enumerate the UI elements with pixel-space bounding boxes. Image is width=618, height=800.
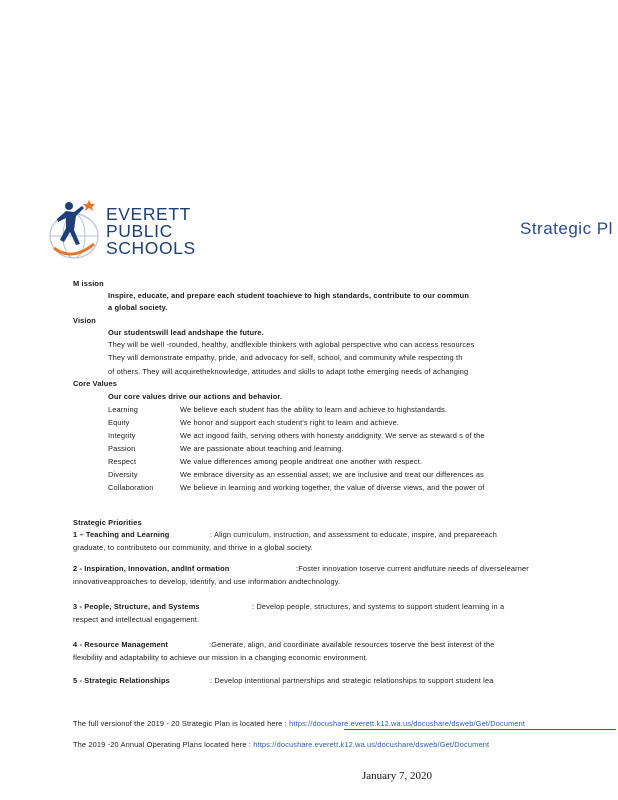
page-title: Strategic Pl [520, 219, 613, 238]
priority-line-2: flexibility and adaptability to achieve our mission in a changing economic environment. [73, 653, 368, 662]
priority-line-2: respect and intellectual engagement. [73, 615, 200, 624]
logo-line-1: EVERETT [106, 204, 191, 224]
value-name: Equity [108, 418, 130, 427]
priority-title: 4 - Resource Management [73, 640, 169, 649]
priority-line-1: : Align curriculum, instruction, and assessment to educate, inspire, and prepareeach [210, 530, 498, 539]
priority-line-2: innovativeapproaches to develop, identify, and use information andtechnology. [73, 577, 341, 586]
logo-line-2: PUBLIC [106, 221, 173, 241]
plan-link[interactable]: https://docushare.everett.k12.wa.us/docushare/dsweb/Get/Document [289, 719, 526, 728]
document-date: January 7, 2020 [362, 770, 432, 782]
core-values-heading: Core Values [73, 379, 117, 388]
priority-line-1: : Develop intentional partnerships and strategic relationships to support student lea [210, 676, 494, 685]
vision-line-3: of others. They will acquiretheknowledge, attitudes and skills to adapt tothe emerging needs of achanging [108, 367, 469, 376]
value-name: Learning [108, 405, 138, 414]
value-text: We value differences among people andtreat one another with respect. [180, 457, 423, 466]
plan-link-row [73, 719, 525, 729]
value-name: Passion [108, 444, 136, 453]
annual-link-text: The 2019 -20 Annual Operating Plans located here : [73, 740, 252, 749]
value-text: We believe in learning and working together, the value of diverse views, and the power of [180, 483, 485, 492]
plan-link-text: The full versionof the 2019 - 20 Strategic Plan is located here : [73, 719, 287, 728]
priority-line-1: : Develop people, structures, and systems to support student learning in a [252, 602, 505, 611]
vision-heading: Vision [73, 316, 96, 325]
value-text: We believe each student has the ability to learn and achieve to highstandards. [180, 405, 448, 414]
annual-link[interactable]: https://docushare.everett.k12.wa.us/docushare/dsweb/Get/Document [253, 740, 490, 749]
logo-wordmark [106, 206, 196, 257]
mission-heading: M ission [73, 279, 104, 288]
logo-line-3: SCHOOLS [106, 238, 196, 258]
value-text: We are passionate about teaching and learning. [180, 444, 344, 453]
mission-line-2: a global society. [108, 303, 168, 312]
value-text: We embrace diversity as an essential asset; we are inclusive and treat our differences as [180, 470, 484, 479]
priority-line-1: :Generate, align, and coordinate available resources toserve the best interest of the [209, 640, 495, 649]
mission-line-1: Inspire, educate, and prepare each student toachieve to high standards, contribute to our commun [108, 291, 469, 300]
value-name: Diversity [108, 470, 138, 479]
priority-title: 3 - People, Structure, and Systems [73, 602, 200, 611]
link-underline [344, 729, 616, 730]
vision-line-1: They will be well -rounded, healthy, andflexible thinkers with aglobal perspective who can access resources [108, 340, 475, 349]
annual-link-row [73, 740, 489, 750]
value-text: We act ingood faith, serving others with honesty anddignity. We serve as steward s of the [180, 431, 485, 440]
vision-line-2: They will demonstrate empathy, pride, and advocacy for self, school, and community while respecting th [108, 353, 463, 362]
value-name: Respect [108, 457, 137, 466]
priorities-heading: Strategic Priorities [73, 518, 142, 527]
value-name: Integrity [108, 431, 136, 440]
value-text: We honor and support each student's right to learn and achieve. [180, 418, 400, 427]
globe-figure-icon [44, 196, 108, 266]
value-name: Collaboration [108, 483, 154, 492]
core-values-lead: Our core values drive our actions and behavior. [108, 392, 283, 401]
priority-title: 1 – Teaching and Learning [73, 530, 170, 539]
priority-title: 2 - Inspiration, Innovation, andInf ormation [73, 564, 230, 573]
district-logo [44, 196, 204, 266]
vision-lead: Our studentswill lead andshape the future. [108, 328, 264, 337]
priority-line-2: graduate, to contributeto our community, and thrive in a global society. [73, 543, 313, 552]
priority-line-1: :Foster innovation toserve current andfuture needs of diverselearner [296, 564, 529, 573]
priority-title: 5 - Strategic Relationships [73, 676, 170, 685]
